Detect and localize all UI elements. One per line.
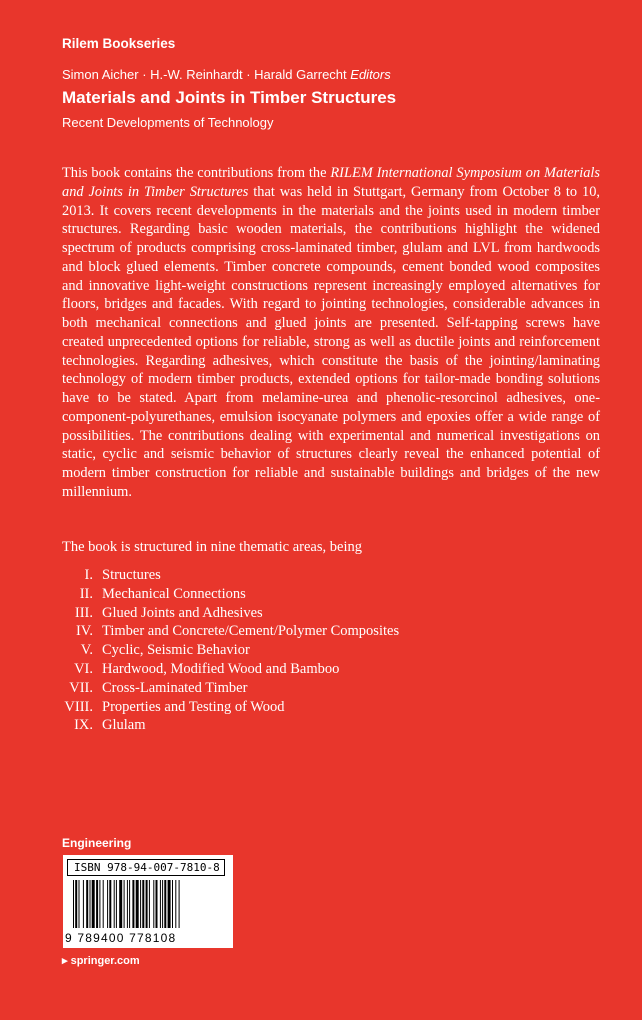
barcode-bar <box>175 880 176 928</box>
barcode-icon <box>67 880 229 930</box>
barcode-bar <box>79 880 80 928</box>
list-item-number: IX. <box>74 717 93 734</box>
list-item <box>62 716 399 735</box>
list-item-number: I. <box>84 567 93 583</box>
list-item <box>62 660 399 679</box>
barcode-bar <box>96 880 98 928</box>
list-item <box>62 698 399 717</box>
list-item-label: Cyclic, Seismic Behavior <box>102 642 250 659</box>
barcode-bar <box>172 880 173 928</box>
list-item <box>62 622 399 641</box>
barcode-bar <box>132 880 134 928</box>
barcode-digits: 9 789400 778108 <box>65 931 177 945</box>
list-item-label: Hardwood, Modified Wood and Bamboo <box>102 660 340 677</box>
description-body: that was held in Stuttgart, Germany from October 8 to 10, 2013. It covers recent developments in the materials and the joints used in modern timber structures. Regarding basic wooden materials, the contributions highlight the widened spectrum of products comprising cross-laminated timber, glulam and LVL from hardwoods and block glued elements. Timber concrete compounds, cement bonded wood composites and innovative light-weight constructions represent increasingly employed alternatives for floors, bridges and facades. With regard to jointing technologies, considerable advances in both mechanical connections and glued joints are presented. Self-tapping screws have created unprecedented options for reliable, strong as well as ductile joints and reinforcement technologies. Regarding adhesives, which constitute the basis of the jointing/laminating technology of modern timber products, extended options for tailor-made bonding solutions have to be stated. Apart from melamine-urea and phenolic-resorcinol adhesives, one-component-polyurethanes, emulsion isocyanate polymers and epoxies offer a wide range of possibilities. The contributions dealing with experimental and numerical investigations on static, cyclic and seismic behavior of structures clearly reveal the enhanced potential of modern timber construction for reliable and sustainable buildings and bridges of the new millennium. <box>62 183 600 500</box>
barcode-bar <box>129 880 130 928</box>
barcode-bar <box>109 880 111 928</box>
barcode-box <box>63 855 233 948</box>
list-item-number: VI. <box>74 660 93 677</box>
list-item-number: III. <box>74 604 93 621</box>
website-label: springer.com <box>70 955 140 967</box>
barcode-bar <box>156 880 158 928</box>
barcode-bar <box>90 880 91 928</box>
isbn-label: ISBN 978-94-007-7810-8 <box>67 859 225 876</box>
thematic-areas-list <box>62 566 399 735</box>
list-item-label: Mechanical Connections <box>102 585 246 602</box>
series-name: Rilem Bookseries <box>62 36 176 51</box>
barcode-bar <box>149 880 150 928</box>
barcode-bar <box>127 880 128 928</box>
barcode-bar <box>75 880 77 928</box>
barcode-bar <box>99 880 100 928</box>
barcode-bar <box>168 880 171 928</box>
barcode-bar <box>83 880 84 928</box>
symposium-name: RILEM International Symposium on Materials and Joints in Timber Structures <box>62 165 600 200</box>
list-item <box>62 566 399 585</box>
book-description <box>62 164 600 502</box>
barcode-bar <box>146 880 148 928</box>
description-intro: This book contains the contributions from the <box>62 165 331 181</box>
barcode-bar <box>140 880 141 928</box>
list-item-label: Glulam <box>102 717 146 734</box>
arrow-icon: ▸ <box>62 955 71 967</box>
barcode-bar <box>160 880 161 928</box>
book-title: Materials and Joints in Timber Structures <box>62 88 397 107</box>
barcode-bar <box>179 880 180 928</box>
barcode-bar <box>162 880 163 928</box>
barcode-bar <box>86 880 88 928</box>
list-item-number: II. <box>79 585 93 602</box>
barcode-bar <box>116 880 117 928</box>
list-item <box>62 679 399 698</box>
barcode-bar <box>103 880 104 928</box>
list-item-number: V. <box>80 642 93 659</box>
barcode-bar <box>164 880 166 928</box>
barcode-bar <box>153 880 154 928</box>
book-subtitle: Recent Developments of Technology <box>62 115 274 130</box>
list-item-label: Structures <box>102 567 161 583</box>
editors-line <box>62 67 391 82</box>
list-item-number: VIII. <box>64 698 93 715</box>
publisher-website[interactable] <box>62 954 140 967</box>
barcode-bar <box>136 880 139 928</box>
barcode-bar <box>119 880 122 928</box>
list-item <box>62 585 399 604</box>
editors-role: Editors <box>350 67 391 82</box>
barcode-bar <box>107 880 108 928</box>
subject-category: Engineering <box>62 836 132 850</box>
list-item-label: Timber and Concrete/Cement/Polymer Composites <box>102 623 400 640</box>
list-item-label: Cross-Laminated Timber <box>102 679 248 696</box>
list-item-label: Glued Joints and Adhesives <box>102 604 263 621</box>
areas-intro: The book is structured in nine thematic areas, being <box>62 539 362 555</box>
editor-names: Simon Aicher · H.-W. Reinhardt · Harald Garrecht <box>62 67 347 82</box>
barcode-bar <box>124 880 125 928</box>
barcode-bar <box>73 880 74 928</box>
list-item <box>62 604 399 623</box>
barcode-bar <box>142 880 144 928</box>
barcode-bar <box>114 880 115 928</box>
list-item-number: IV. <box>75 623 93 640</box>
list-item-number: VII. <box>69 679 93 696</box>
barcode-bar <box>92 880 95 928</box>
list-item <box>62 641 399 660</box>
list-item-label: Properties and Testing of Wood <box>102 698 285 715</box>
